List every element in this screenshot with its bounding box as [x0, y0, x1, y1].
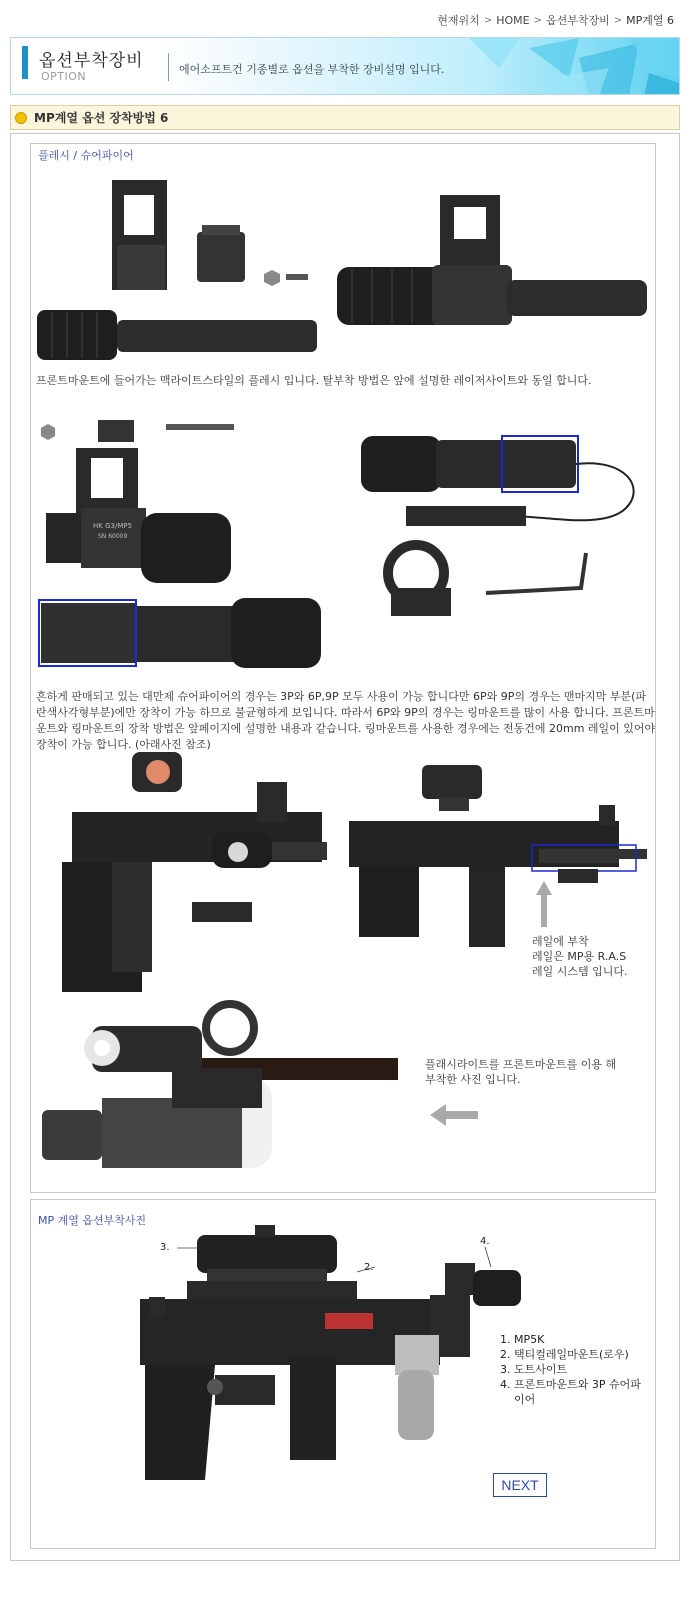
assembled-flashlight-photo — [332, 195, 652, 345]
legend-item — [500, 1377, 646, 1407]
flashlight-mount-caption: 플래시라이트를 프론트마운트를 이용 해 부착한 사진 입니다. — [425, 1058, 617, 1086]
surefire-description: 흔하게 판매되고 있는 대만제 슈어파이어의 경우는 3P와 6P,9P 모두 사용이 가능 합니다만 6P와 9P의 경우는 맨마지막 부분(파란색사각형부분)에만 장착이 가능 하므로 불균형하게 보입니다. 따라서 6P와 9P의 경우는 링마운트를 많이 사용 합니다. 프론트마운트와 링마운트의 장착 방법은 앞페이지에 설명한 내용과 같습니다. 링마운트를 사용한 경우에는 전동건에 20mm 레일이 있어야 장착이 가능 합니다. (아래사진 참조) — [36, 690, 656, 751]
callout-label-2: 2. — [364, 1262, 374, 1273]
surefire-ring-mount-photo — [356, 428, 646, 618]
legend-number: 4. — [500, 1378, 511, 1391]
legend-text: 도트사이트 — [514, 1363, 568, 1376]
banner-decoration — [429, 38, 679, 95]
mp-gun-dot-sight-photo — [42, 752, 332, 1002]
breadcrumb-section-link[interactable]: 옵션부착장비 — [545, 14, 610, 27]
breadcrumb-current: MP계열 6 — [626, 14, 674, 27]
breadcrumb-location-label: 현재위치 — [437, 14, 480, 27]
page-banner — [10, 37, 680, 95]
section-header — [10, 105, 680, 130]
legend-item — [500, 1332, 646, 1347]
legend-number: 3. — [500, 1363, 511, 1376]
chevron-right-icon: > — [533, 14, 542, 26]
page-description: 에어소프트건 기종별로 옵션을 부착한 장비설명 입니다. — [179, 63, 445, 76]
legend-text: 프론트마운트와 3P 슈어파이어 — [514, 1378, 641, 1406]
page-title: 옵션부착장비 — [39, 51, 144, 71]
mp-options-photo-title: MP 계열 옵션부착사진 — [38, 1214, 147, 1227]
callout-label-4: 4. — [480, 1236, 490, 1247]
parts-legend — [500, 1332, 646, 1407]
flashlight-description: 프론트마운트에 들어가는 맥라이트스타일의 플레시 입니다. 탈부착 방법은 앞에 설명한 레이저사이트와 동일 합니다. — [36, 374, 592, 387]
legend-number: 1. — [500, 1333, 511, 1346]
chevron-right-icon: > — [613, 14, 623, 26]
svg-text:HK G3/MP5: HK G3/MP5 — [93, 522, 133, 530]
arrow-left-icon — [430, 1104, 478, 1126]
breadcrumb-home-link[interactable]: HOME — [496, 13, 530, 27]
flashlight-section-title: 플레시 / 슈어파이어 — [38, 149, 134, 162]
mp5k-with-options-photo — [125, 1225, 525, 1487]
surefire-mount-photo — [36, 418, 326, 672]
page-subtitle: OPTION — [41, 70, 87, 83]
breadcrumb — [437, 12, 674, 28]
flashlight-closeup-photo — [42, 998, 398, 1170]
rail-caption: 레일에 부착 레일은 MP용 R.A.S 레일 시스템 입니다. — [532, 935, 628, 978]
bullet-icon — [15, 112, 27, 124]
mount-parts-photo — [32, 170, 327, 370]
banner-accent-bar — [22, 46, 28, 79]
legend-number: 2. — [500, 1348, 511, 1361]
section-title: MP계열 옵션 장착방법 6 — [34, 111, 169, 125]
arrow-up-icon — [536, 881, 552, 927]
legend-text: 택티컬레일마운트(로우) — [514, 1348, 629, 1361]
banner-divider — [168, 53, 169, 81]
chevron-right-icon: > — [483, 14, 493, 26]
callout-label-3: 3. — [160, 1242, 170, 1253]
legend-item — [500, 1362, 646, 1377]
legend-text: MP5K — [514, 1333, 545, 1346]
next-button[interactable]: NEXT — [493, 1473, 547, 1497]
legend-item — [500, 1347, 646, 1362]
mp-gun-rail-photo — [344, 765, 649, 955]
svg-text:SN 60009: SN 60009 — [98, 533, 128, 540]
